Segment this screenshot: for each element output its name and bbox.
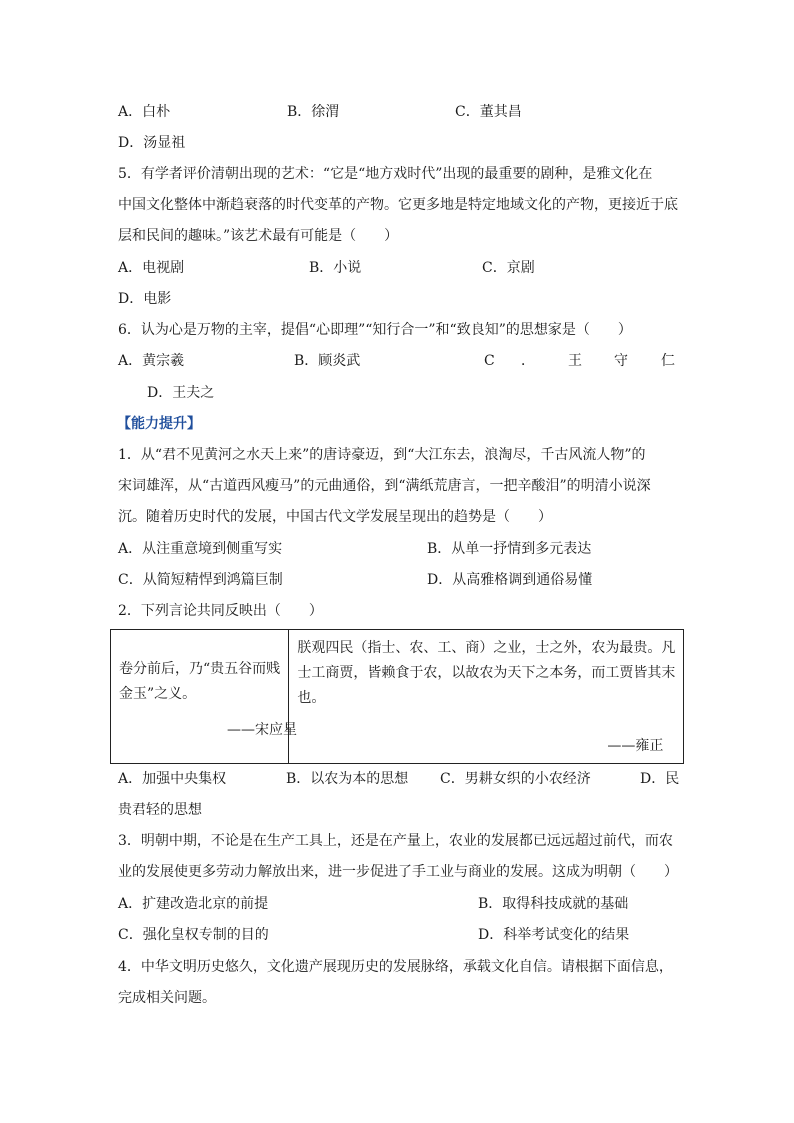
quote-left-attribution: ——宋应星 (227, 722, 297, 738)
q5-option-b: B．小说 (309, 260, 362, 276)
p1-stem-line1: 1．从“君不见黄河之水天上来”的唐诗豪迈，到“大江东去，浪淘尽，千古风流人物”的 (118, 447, 646, 463)
q4-option-c: C．董其昌 (455, 104, 522, 120)
p2-option-d-cont: 贵君轻的思想 (118, 802, 202, 818)
q6-option-c-char3: 仁 (661, 353, 675, 369)
q6-option-a: A．黄宗羲 (118, 353, 185, 369)
p4-stem-line1: 4．中华文明历史悠久，文化遗产展现历史的发展脉络，承载文化自信。请根据下面信息， (118, 959, 673, 975)
p2-option-c: C．男耕女织的小农经济 (440, 771, 591, 787)
p1-stem-line2: 宋词雄浑，从“古道西风瘦马”的元曲通俗，到“满纸荒唐言，一把辛酸泪”的明清小说深 (118, 478, 651, 494)
quote-right-attribution: ——雍正 (607, 738, 664, 754)
p1-option-b: B．从单一抒情到多元表达 (427, 541, 592, 557)
q6-option-b: B．顾炎武 (294, 353, 361, 369)
q5-option-d: D．电影 (118, 291, 172, 307)
quote-right-text: 朕观四民（指士、农、工、商）之业，士之外，农为最贵。凡士工商贾，皆赖食于农，以故农为天下之本务，而工贾皆其末也。 (297, 640, 676, 706)
quote-left-text: 卷分前后，乃“贵五谷而贱金玉”之义。 (119, 661, 281, 702)
q5-stem-line1: 5．有学者评价清朝出现的艺术：“它是“地方戏时代”出现的最重要的剧种，是雅文化在 (118, 166, 653, 182)
q6-option-d: D．王夫之 (147, 385, 215, 401)
q5-option-a: A．电视剧 (118, 260, 185, 276)
p3-option-b: B．取得科技成就的基础 (478, 896, 629, 912)
q4-option-a: A．白朴 (118, 104, 171, 120)
p1-stem-line3: 沉。随着历史时代的发展，中国古代文学发展呈现出的趋势是（ ） (118, 509, 552, 525)
p3-option-a: A．扩建改造北京的前提 (118, 896, 269, 912)
quote-cell-right (289, 630, 684, 764)
quote-table (110, 629, 684, 764)
q5-stem-line2: 中国文化整体中渐趋衰落的时代变革的产物。它更多地是特定地域文化的产物，更接近于底 (118, 197, 678, 213)
p3-option-d: D．科举考试变化的结果 (478, 927, 630, 943)
p2-option-a: A．加强中央集权 (118, 771, 227, 787)
p2-option-b: B．以农为本的思想 (286, 771, 409, 787)
q6-option-c-char2: 守 (614, 353, 628, 369)
p3-stem-line2: 业的发展使更多劳动力解放出来，进一步促进了手工业与商业的发展。这成为明朝（ ） (118, 864, 678, 880)
q4-option-d: D．汤显祖 (118, 135, 186, 151)
p2-stem: 2．下列言论共同反映出（ ） (118, 603, 323, 619)
quote-cell-left (111, 630, 297, 764)
q6-option-c-dot: ． (521, 353, 535, 369)
q5-stem-line3: 层和民间的趣味。”该艺术最有可能是（ ） (118, 228, 399, 244)
q6-option-c-char1: 王 (568, 353, 582, 369)
p1-option-c: C．从简短精悍到鸿篇巨制 (118, 572, 283, 588)
q6-stem: 6．认为心是万物的主宰，提倡“心即理”“知行合一”和“致良知”的思想家是（ ） (118, 322, 632, 338)
q5-option-c: C．京剧 (482, 260, 535, 276)
section-title: 【能力提升】 (117, 416, 201, 432)
p2-option-d: D．民 (640, 771, 680, 787)
q4-option-b: B．徐渭 (287, 104, 340, 120)
p1-option-a: A．从注重意境到侧重写实 (118, 541, 283, 557)
p1-option-d: D．从高雅格调到通俗易懂 (427, 572, 593, 588)
p4-stem-line2: 完成相关问题。 (118, 990, 216, 1006)
p3-option-c: C．强化皇权专制的目的 (118, 927, 269, 943)
q6-option-c-letter: C (484, 353, 495, 369)
p3-stem-line1: 3．明朝中期，不论是在生产工具上，还是在产量上，农业的发展都已远远超过前代，而农 (118, 833, 673, 849)
